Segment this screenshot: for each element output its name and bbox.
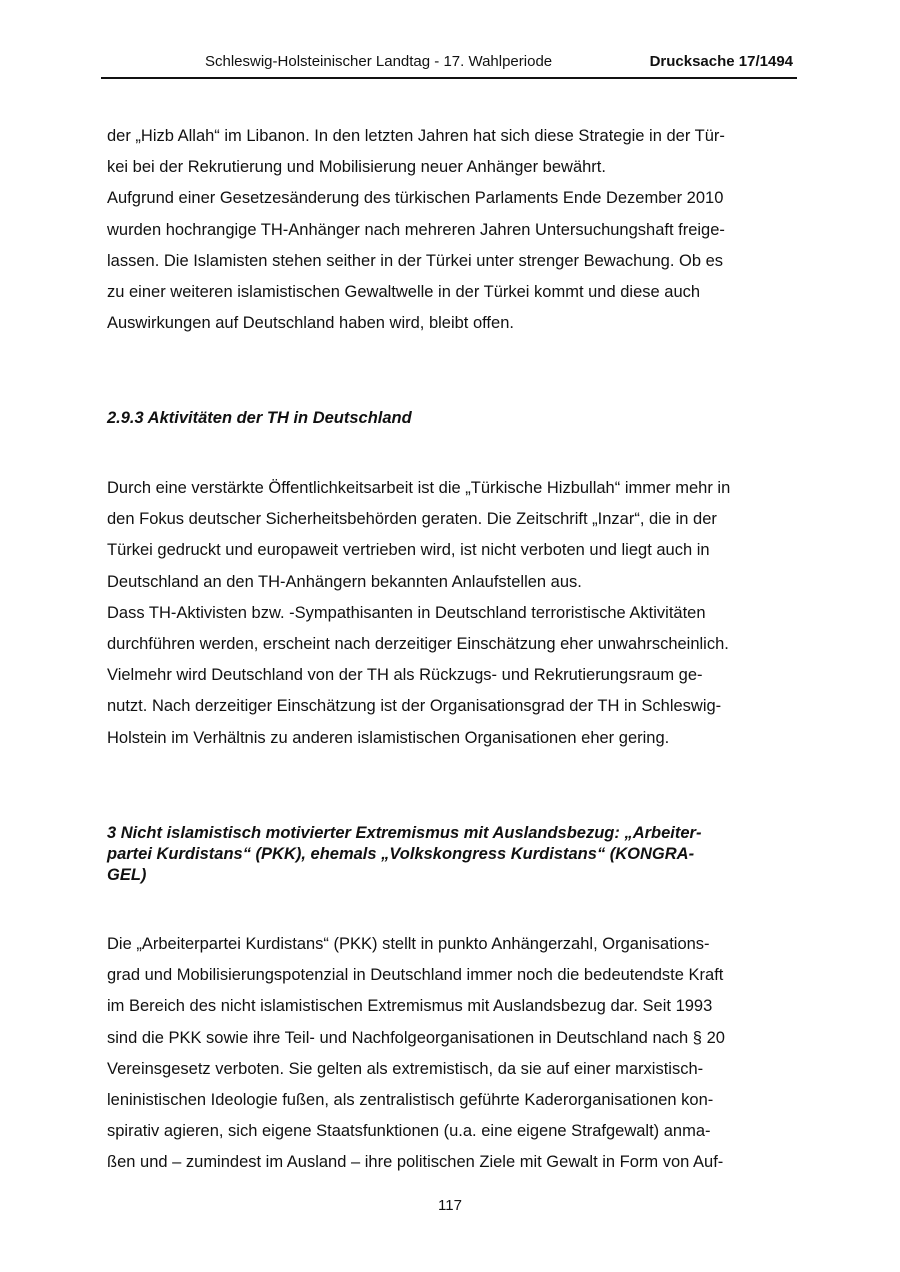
heading-line: 3 Nicht islamistisch motivierter Extremismus mit Auslandsbezug: „Arbeiter- — [107, 824, 702, 842]
page-header — [101, 52, 797, 74]
heading-line: partei Kurdistans“ (PKK), ehemals „Volkskongress Kurdistans“ (KONGRA- — [107, 845, 695, 863]
text-line: sind die PKK sowie ihre Teil- und Nachfolgeorganisationen in Deutschland nach § 20 — [107, 1028, 725, 1047]
paragraph-2 — [107, 473, 797, 754]
header-title: Schleswig-Holsteinischer Landtag - 17. Wahlperiode — [205, 53, 553, 70]
text-line: durchführen werden, erscheint nach derzeitiger Einschätzung eher unwahrscheinlich. — [107, 635, 729, 654]
text-line: kei bei der Rekrutierung und Mobilisierung neuer Anhänger bewährt. — [107, 158, 606, 177]
text-line: Vereinsgesetz verboten. Sie gelten als extremistisch, da sie auf einer marxistisch- — [107, 1059, 704, 1078]
text-line: nutzt. Nach derzeitiger Einschätzung ist der Organisationsgrad der TH in Schleswig- — [107, 697, 722, 716]
text-line: den Fokus deutscher Sicherheitsbehörden geraten. Die Zeitschrift „Inzar“, die in der — [107, 510, 717, 529]
text-line: ßen und – zumindest im Ausland – ihre politischen Ziele mit Gewalt in Form von Auf- — [107, 1153, 724, 1172]
section-heading-2-9-3 — [107, 408, 797, 429]
text-line: leninistischen Ideologie fußen, als zentralistisch geführte Kaderorganisationen kon- — [107, 1091, 714, 1110]
text-line: lassen. Die Islamisten stehen seither in der Türkei unter strenger Bewachung. Ob es — [107, 251, 724, 270]
page-number: 117 — [438, 1197, 462, 1214]
text-line: Die „Arbeiterpartei Kurdistans“ (PKK) stellt in punkto Anhängerzahl, Organisations- — [107, 935, 710, 953]
text-line: Türkei gedruckt und europaweit vertrieben wird, ist nicht verboten und liegt auch in — [107, 541, 710, 560]
heading-line: GEL) — [107, 866, 147, 884]
paragraph-1 — [107, 121, 797, 339]
text-line: Vielmehr wird Deutschland von der TH als Rückzugs- und Rekrutierungsraum ge- — [107, 666, 703, 685]
text-line: der „Hizb Allah“ im Libanon. In den letzten Jahren hat sich diese Strategie in der Tür- — [107, 127, 725, 145]
text-line: Dass TH-Aktivisten bzw. -Sympathisanten in Deutschland terroristische Aktivitäten — [107, 603, 706, 622]
section-heading-3 — [107, 823, 797, 886]
text-line: Auswirkungen auf Deutschland haben wird, bleibt offen. — [107, 314, 514, 333]
text-line: grad und Mobilisierungspotenzial in Deutschland immer noch die bedeutendste Kraft — [107, 966, 724, 985]
paragraph-3 — [107, 929, 797, 1179]
text-line: wurden hochrangige TH-Anhänger nach mehreren Jahren Untersuchungshaft freige- — [107, 220, 725, 239]
text-line: zu einer weiteren islamistischen Gewaltwelle in der Türkei kommt und diese auch — [107, 283, 701, 302]
text-line: Aufgrund einer Gesetzesänderung des türkischen Parlaments Ende Dezember 2010 — [107, 189, 724, 208]
header-divider — [101, 77, 797, 79]
text-line: Holstein im Verhältnis zu anderen islamistischen Organisationen eher gering. — [107, 728, 670, 747]
text-line: im Bereich des nicht islamistischen Extremismus mit Auslandsbezug dar. Seit 1993 — [107, 997, 713, 1016]
text-line: spirativ agieren, sich eigene Staatsfunktionen (u.a. eine eigene Strafgewalt) anma- — [107, 1122, 711, 1141]
text-line: Deutschland an den TH-Anhängern bekannten Anlaufstellen aus. — [107, 572, 582, 591]
heading-line: 2.9.3 Aktivitäten der TH in Deutschland — [107, 409, 412, 427]
text-line: Durch eine verstärkte Öffentlichkeitsarbeit ist die „Türkische Hizbullah“ immer mehr in — [107, 479, 731, 497]
document-reference: Drucksache 17/1494 — [649, 53, 793, 70]
